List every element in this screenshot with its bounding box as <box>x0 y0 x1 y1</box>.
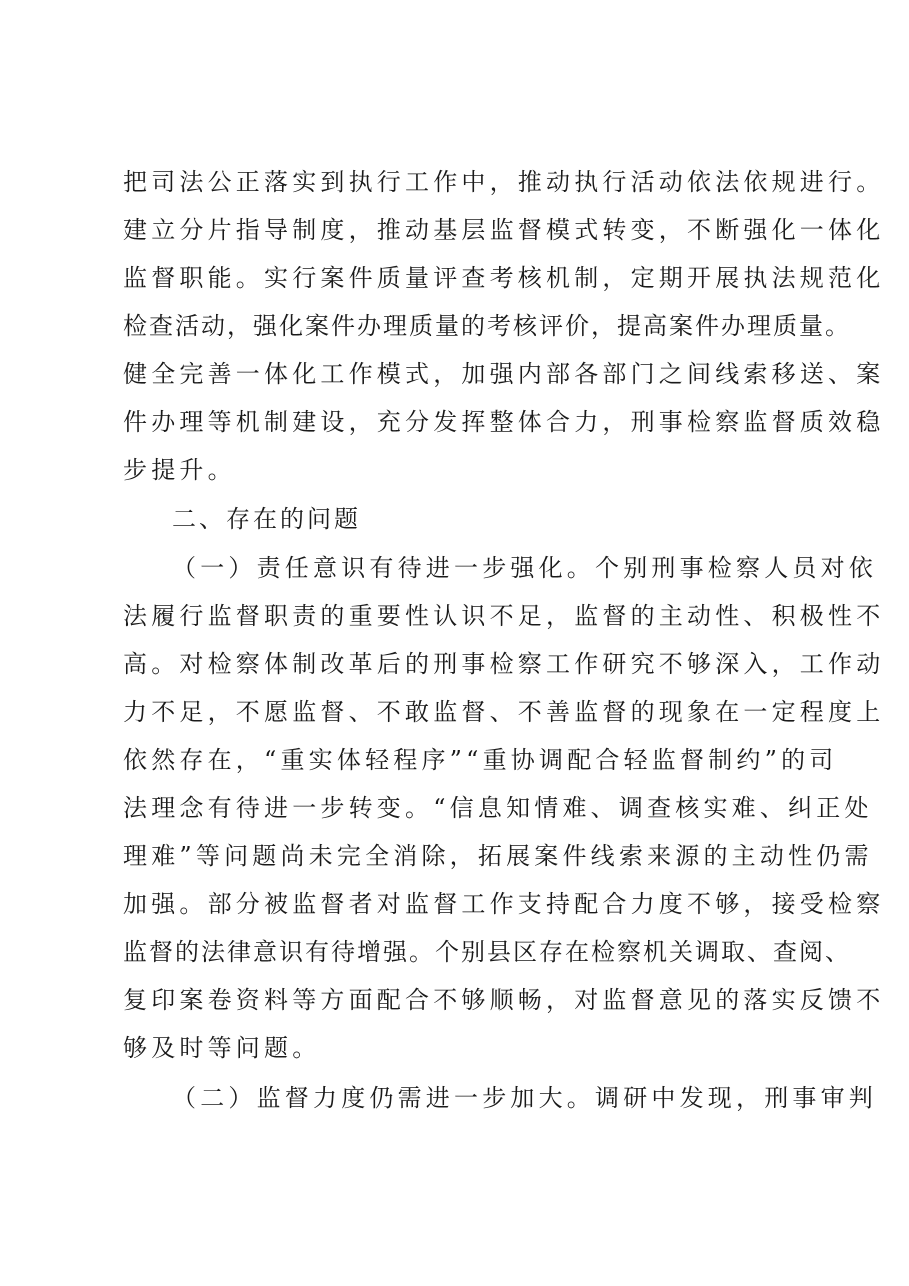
text-line-5: 健全完善一体化工作模式，加强内部各部门之间线索移送、案 <box>123 360 885 388</box>
text-line-18: 复印案卷资料等方面配合不够顺畅，对监督意见的落实反馈不 <box>123 986 885 1014</box>
text-line-10: 法履行监督职责的重要性认识不足，监督的主动性、积极性不 <box>123 602 885 630</box>
text-line-19: 够及时等问题。 <box>123 1034 321 1062</box>
text-line-15: 理难”等问题尚未完全消除，拓展案件线索来源的主动性仍需 <box>123 842 873 870</box>
text-line-11: 高。对检察体制改革后的刑事检察工作研究不够深入，工作动 <box>123 650 885 678</box>
text-line-14: 法理念有待进一步转变。“信息知情难、调查核实难、纠正处 <box>123 794 873 822</box>
text-line-9: （一）责任意识有待进一步强化。个别刑事检察人员对依 <box>172 554 877 582</box>
text-line-1: 把司法公正落实到执行工作中，推动执行活动依法依规进行。 <box>123 168 885 196</box>
text-line-12: 力不足，不愿监督、不敢监督、不善监督的现象在一定程度上 <box>123 698 885 726</box>
text-line-13: 依然存在，“重实体轻程序”“重协调配合轻监督制约”的司 <box>123 746 838 774</box>
text-line-6: 件办理等机制建设，充分发挥整体合力，刑事检察监督质效稳 <box>123 408 885 436</box>
text-line-4: 检查活动，强化案件办理质量的考核评价，提高案件办理质量。 <box>123 312 851 340</box>
text-line-17: 监督的法律意识有待增强。个别县区存在检察机关调取、查阅、 <box>123 938 851 966</box>
section-heading: 二、存在的问题 <box>172 505 361 533</box>
text-line-16: 加强。部分被监督者对监督工作支持配合力度不够，接受检察 <box>123 890 885 918</box>
text-line-2: 建立分片指导制度，推动基层监督模式转变，不断强化一体化 <box>123 216 885 244</box>
text-line-3: 监督职能。实行案件质量评查考核机制，定期开展执法规范化 <box>123 264 885 292</box>
text-line-7: 步提升。 <box>123 456 236 484</box>
text-line-20: （二）监督力度仍需进一步加大。调研中发现，刑事审判 <box>172 1084 877 1112</box>
